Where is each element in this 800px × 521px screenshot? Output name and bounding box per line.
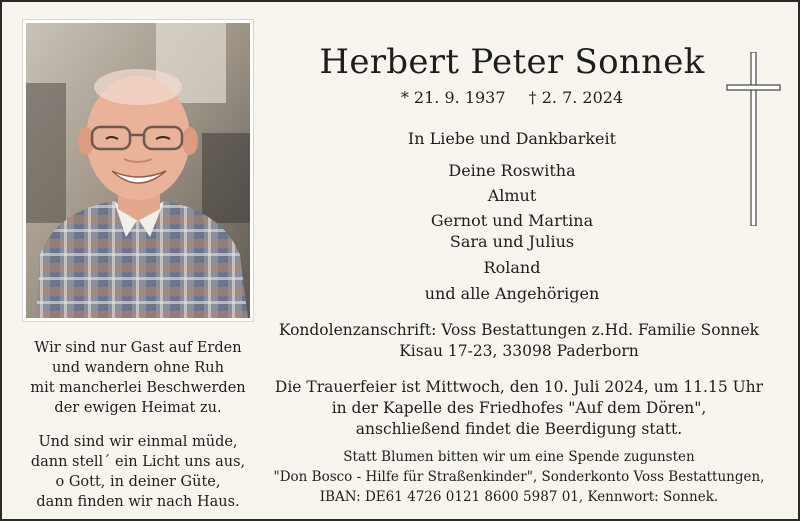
mourner-line: Gernot und Martina: [430, 211, 594, 230]
poem-line: o Gott, in deiner Güte,: [55, 474, 221, 490]
condolence-line: Kondolenzanschrift: Voss Bestattungen z.Hd. Familie Sonnek: [278, 321, 760, 339]
portrait-photo: [22, 19, 254, 322]
poem-line: mit mancherlei Beschwerden: [30, 380, 246, 396]
poem-line: Wir sind nur Gast auf Erden: [34, 340, 242, 356]
deceased-name: Herbert Peter Sonnek: [319, 42, 705, 82]
cross-icon: [724, 52, 784, 226]
funeral-line: Die Trauerfeier ist Mittwoch, den 10. Juli 2024, um 11.15 Uhr: [274, 378, 764, 396]
condolence-address: [264, 320, 774, 362]
condolence-line: Kisau 17-23, 33098 Paderborn: [399, 342, 639, 360]
mourner-line: und alle Angehörigen: [424, 284, 600, 303]
poem-line: dann finden wir nach Haus.: [36, 494, 240, 510]
mourners-intro: In Liebe und Dankbarkeit: [407, 129, 617, 148]
poem-line: und wandern ohne Ruh: [52, 360, 224, 376]
donation-line: IBAN: DE61 4726 0121 8600 5987 01, Kennwort: Sonnek.: [319, 489, 719, 505]
mourner-line: Roland: [483, 258, 541, 277]
mourner-line: Almut: [487, 186, 537, 205]
mourner-line: Deine Roswitha: [448, 161, 576, 180]
funeral-line: in der Kapelle des Friedhofes "Auf dem Dören",: [331, 399, 707, 417]
life-dates: [302, 88, 722, 107]
poem-line: Und sind wir einmal müde,: [38, 434, 238, 450]
funeral-info: [264, 377, 774, 440]
mourner-line: Sara und Julius: [449, 232, 575, 251]
poem-stanza-2: [22, 432, 254, 512]
poem-line: dann stell´ ein Licht uns aus,: [30, 454, 246, 470]
death-date: † 2. 7. 2024: [528, 88, 624, 107]
funeral-line: anschließend findet die Beerdigung statt.: [355, 420, 683, 438]
poem-line: der ewigen Heimat zu.: [54, 400, 222, 416]
portrait-illustration: [26, 23, 250, 318]
donation-request: [264, 447, 774, 507]
birth-date: * 21. 9. 1937: [400, 88, 506, 107]
donation-line: "Don Bosco - Hilfe für Straßenkinder", Sonderkonto Voss Bestattungen,: [273, 469, 765, 485]
donation-line: Statt Blumen bitten wir um eine Spende zugunsten: [343, 449, 695, 465]
poem-stanza-1: [22, 338, 254, 418]
